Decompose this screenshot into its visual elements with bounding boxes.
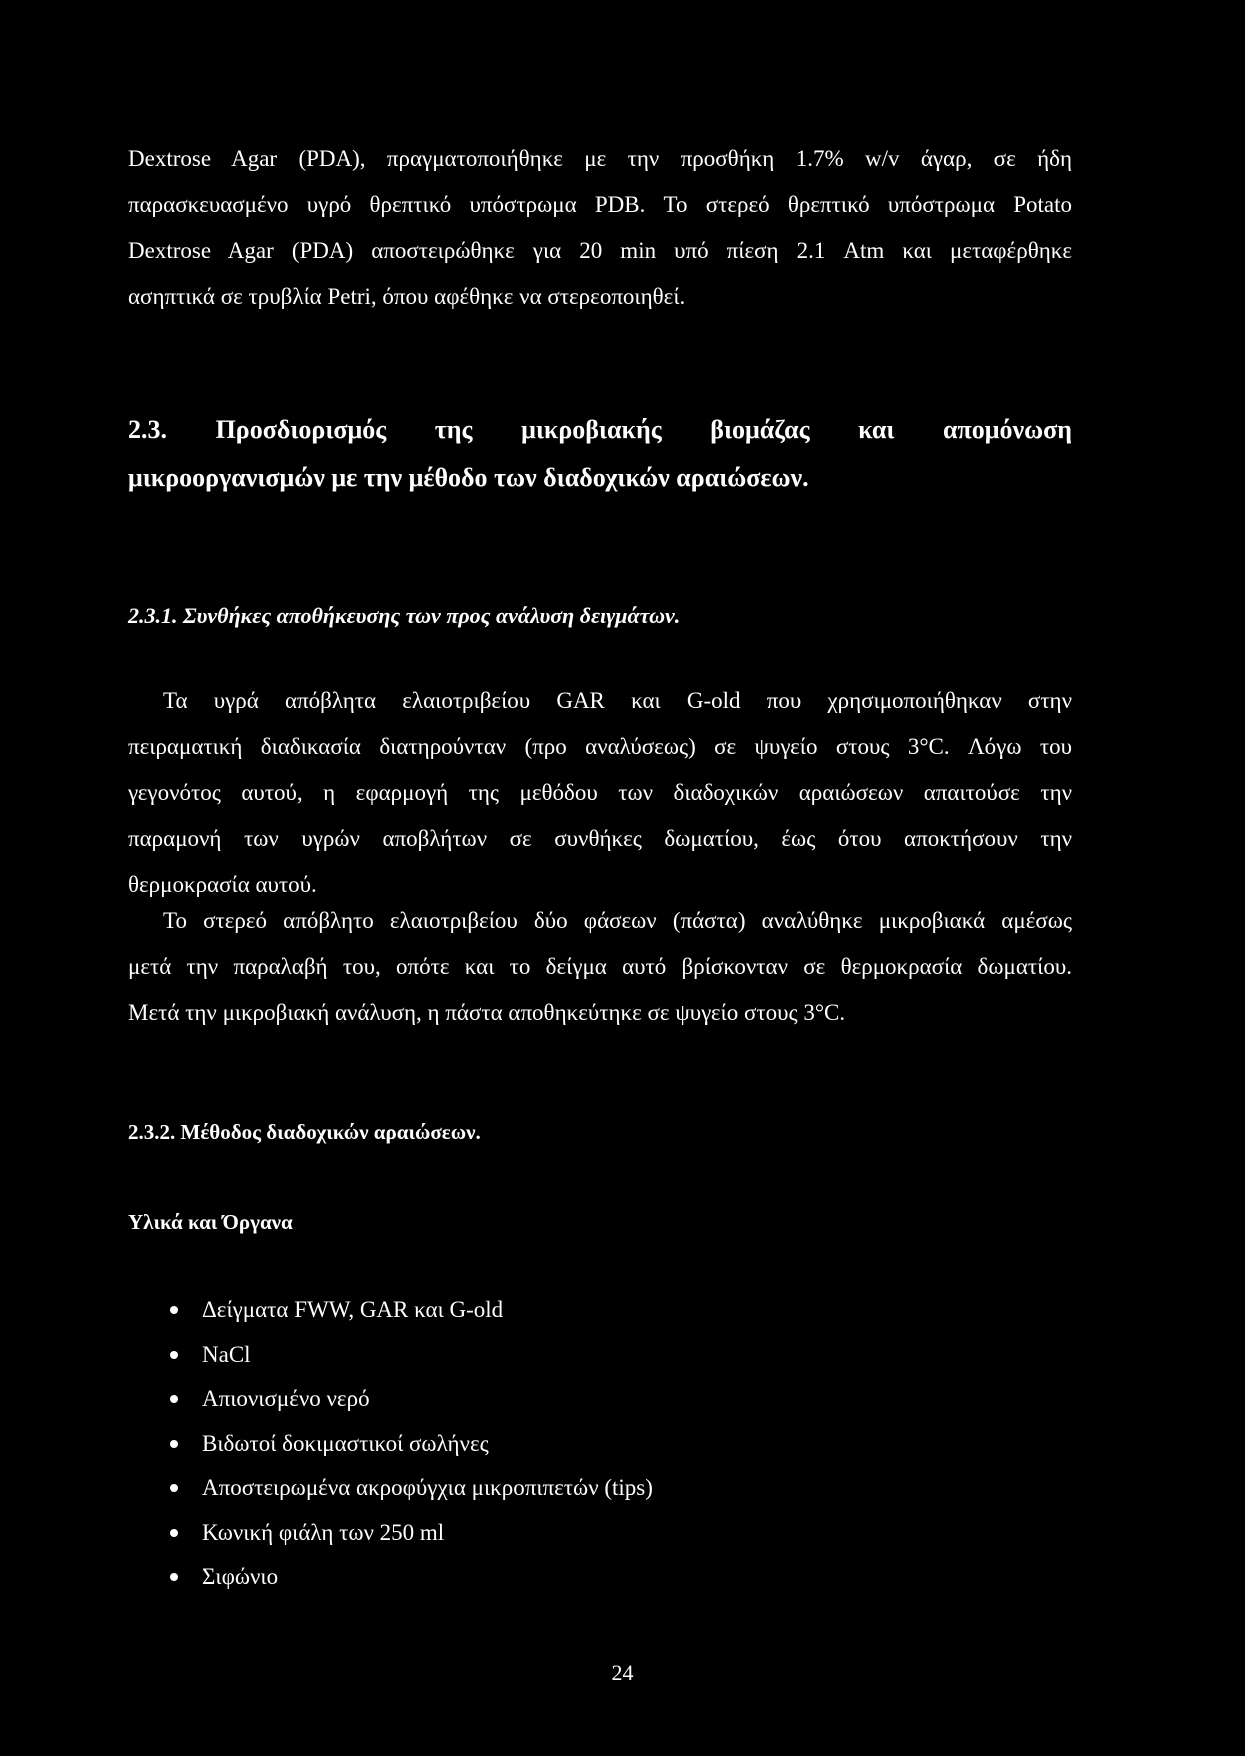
- list-item: [170, 1422, 653, 1467]
- intro-paragraph: [128, 136, 1072, 320]
- section-heading-line: μικροοργανισμών με την μέθοδο των διαδοχικών αραιώσεων.: [128, 463, 809, 492]
- section-heading-line: 2.3. Προσδιορισμός της μικροβιακής βιομάζας και απομόνωση: [128, 415, 1072, 444]
- bullet-icon: [170, 1529, 178, 1537]
- text-line: Dextrose Agar (PDA), πραγματοποιήθηκε με την προσθήκη 1.7% w/v άγαρ, σε ήδη: [128, 146, 1072, 171]
- page-number: 24: [611, 1660, 634, 1685]
- text-line: ασηπτικά σε τρυβλία Petri, όπου αφέθηκε να στερεοποιηθεί.: [128, 284, 686, 309]
- text-line: γεγονότος αυτού, η εφαρμογή της μεθόδου των διαδοχικών αραιώσεων απαιτούσε την: [128, 780, 1072, 805]
- text-line: παραμονή των υγρών αποβλήτων σε συνθήκες δωματίου, έως ότου αποκτήσουν την: [128, 826, 1072, 851]
- text-line: παρασκευασμένο υγρό θρεπτικό υπόστρωμα PDB. Το στερεό θρεπτικό υπόστρωμα Potato: [128, 192, 1072, 217]
- list-item: [170, 1555, 653, 1600]
- bullet-icon: [170, 1484, 178, 1492]
- list-item-label: Αποστειρωμένα ακροφύγχια μικροπιπετών (tips): [202, 1475, 653, 1500]
- bullet-icon: [170, 1351, 178, 1359]
- list-item-label: Σιφώνιο: [202, 1564, 279, 1589]
- section-heading: [128, 406, 1072, 502]
- text-line: μετά την παραλαβή του, οπότε και το δείγμα αυτό βρίσκονταν σε θερμοκρασία δωματίου.: [128, 954, 1072, 979]
- subsection-heading: 2.3.1. Συνθήκες αποθήκευσης των προς ανάλυση δειγμάτων.: [128, 603, 681, 628]
- list-item: [170, 1377, 653, 1422]
- list-item: [170, 1511, 653, 1556]
- text-line: Dextrose Agar (PDA) αποστειρώθηκε για 20 min υπό πίεση 2.1 Atm και μεταφέρθηκε: [128, 238, 1072, 263]
- list-item: [170, 1333, 653, 1378]
- subsection-heading: 2.3.2. Μέθοδος διαδοχικών αραιώσεων.: [128, 1120, 481, 1144]
- bullet-icon: [170, 1395, 178, 1403]
- list-item-label: Απιονισμένο νερό: [202, 1386, 370, 1411]
- list-item-label: Κωνική φιάλη των 250 ml: [202, 1519, 445, 1545]
- paragraph-storage-paste: [128, 898, 1072, 1036]
- materials-title-block: [128, 1202, 1072, 1242]
- paragraph-storage-liquid: [128, 678, 1072, 908]
- text-line: θερμοκρασία αυτού.: [128, 872, 317, 897]
- bullet-icon: [170, 1306, 178, 1314]
- list-item-label: Βιδωτοί δοκιμαστικοί σωλήνες: [202, 1430, 489, 1456]
- text-line: Το στερεό απόβλητο ελαιοτριβείου δύο φάσεων (πάστα) αναλύθηκε μικροβιακά αμέσως: [163, 908, 1072, 933]
- list-item: [170, 1466, 653, 1511]
- list-item-label: Δείγματα FWW, GAR και G-old: [202, 1297, 504, 1322]
- list-item: [170, 1288, 653, 1333]
- bullet-icon: [170, 1573, 178, 1581]
- text-line: πειραματική διαδικασία διατηρούνταν (προ αναλύσεως) σε ψυγείο στους 3°C. Λόγω του: [128, 734, 1072, 759]
- subsection-title-dilutions: [128, 1112, 1072, 1152]
- materials-list: [170, 1288, 653, 1600]
- bullet-icon: [170, 1440, 178, 1448]
- text-line: Τα υγρά απόβλητα ελαιοτριβείου GAR και G-old που χρησιμοποιήθηκαν στην: [163, 688, 1072, 713]
- text-line: Μετά την μικροβιακή ανάλυση, η πάστα αποθηκεύτηκε σε ψυγείο στους 3°C.: [128, 1000, 846, 1025]
- subsection-title-storage: [128, 596, 1072, 636]
- list-item-label: NaCl: [202, 1341, 251, 1367]
- materials-heading: Υλικά και Όργανα: [128, 1210, 293, 1234]
